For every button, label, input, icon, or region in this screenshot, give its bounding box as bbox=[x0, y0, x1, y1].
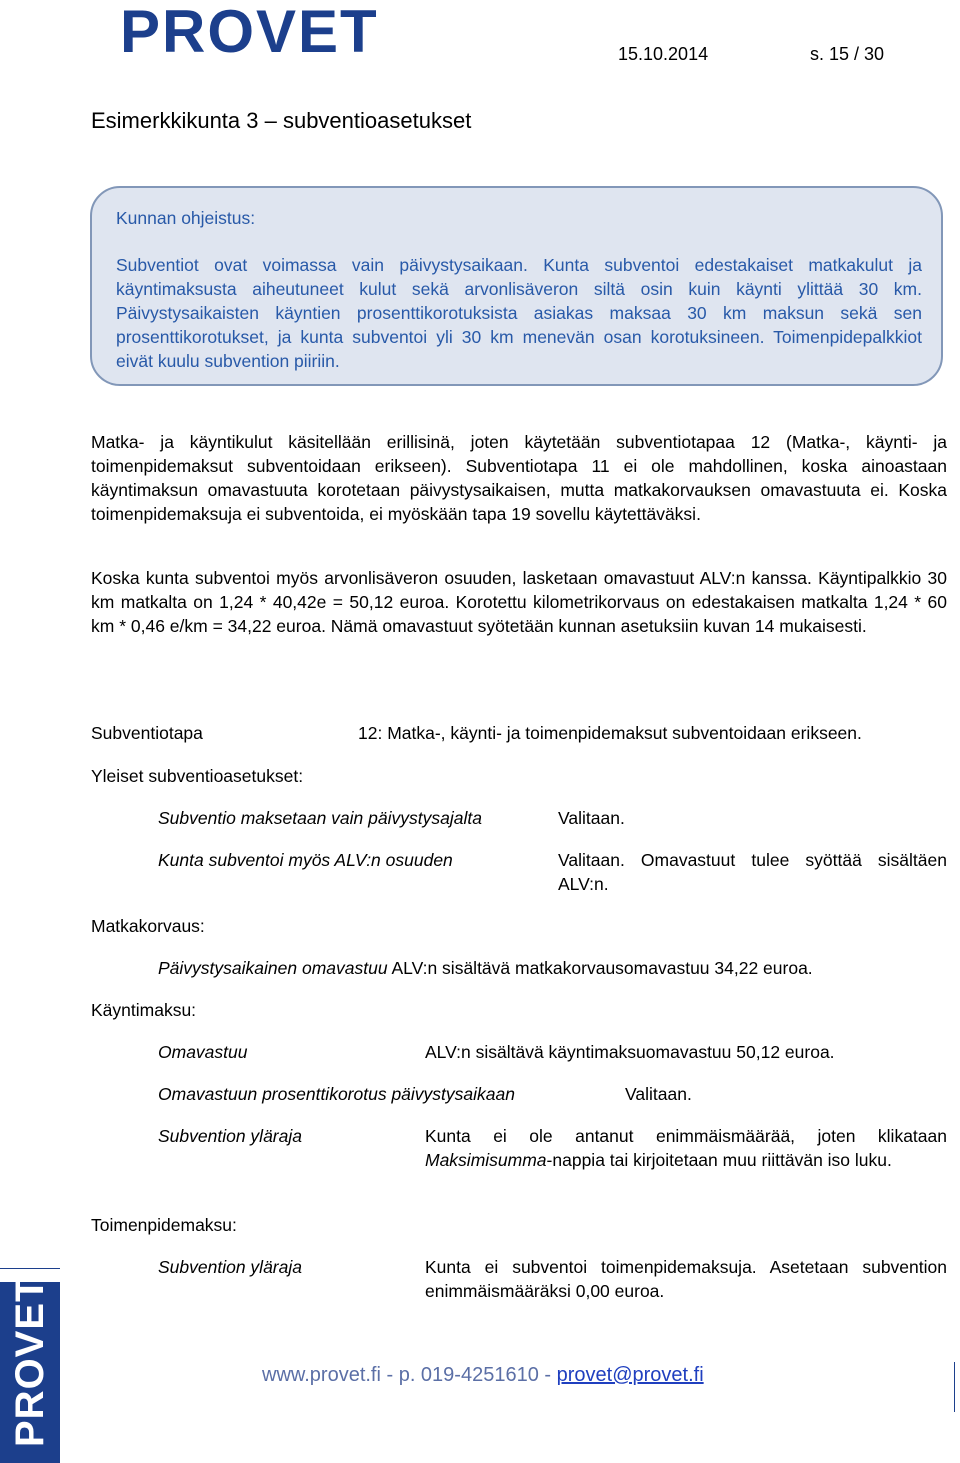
footer-email-link[interactable]: provet@provet.fi bbox=[556, 1364, 704, 1386]
visit-setting-3-value-a: Kunta ei ole antanut enimmäismäärää, joten klikataan bbox=[425, 1126, 947, 1146]
maksimisumma-term: Maksimisumma bbox=[425, 1150, 547, 1170]
visit-setting-1-label: Omavastuu bbox=[158, 1042, 248, 1062]
provet-logo: PROVET bbox=[120, 0, 379, 65]
general-setting-2-value: Valitaan. Omavastuut tulee syöttää sisältäen ALV:n. bbox=[558, 850, 947, 894]
subventiotapa-value: 12: Matka-, käynti- ja toimenpidemaksut subventoidaan erikseen. bbox=[358, 723, 862, 743]
page-title: Esimerkkikunta 3 – subventioasetukset bbox=[91, 108, 472, 133]
visit-setting-1-value: ALV:n sisältävä käyntimaksuomavastuu 50,12 euroa. bbox=[425, 1042, 835, 1062]
procedure-setting-1-value: Kunta ei subventoi toimenpidemaksuja. Asetetaan subvention enimmäismääräksi 0,00 euroa. bbox=[425, 1257, 947, 1301]
visit-setting-2-value: Valitaan. bbox=[625, 1084, 692, 1104]
footer-divider bbox=[0, 1268, 60, 1269]
paragraph-subsidy-method: Matka- ja käyntikulut käsitellään erillisinä, joten käytetään subventiotapaa 12 (Matka-, käynti- ja toimenpidemaksut subventoidaan erikseen). Subventiotapa 11 ei ole mahdollinen, koska ainoastaan käyntimaksun omavastuuta korotetaan päivystysaikaisen, mutta matkakorvauksen omavastuuta ei. Koska toimenpidemaksuja ei subventoida, ei myöskään tapa 19 sovellu käytettäväksi. bbox=[91, 432, 947, 524]
footer-contact bbox=[262, 1362, 704, 1388]
municipality-guidance-box bbox=[90, 186, 943, 386]
side-logo-text: PROVET bbox=[8, 1276, 52, 1447]
visit-setting-3-value bbox=[425, 1124, 947, 1172]
travel-setting-1 bbox=[158, 956, 813, 980]
page-number: s. 15 / 30 bbox=[810, 44, 885, 64]
general-setting-2-label: Kunta subventoi myös ALV:n osuuden bbox=[158, 850, 453, 870]
general-setting-1-value: Valitaan. bbox=[558, 808, 625, 828]
visit-setting-2-label: Omavastuun prosenttikorotus päivystysaikaan bbox=[158, 1084, 515, 1104]
travel-setting-1-label: Päivystysaikainen omavastuu bbox=[158, 958, 388, 978]
visit-setting-3-value-c: -nappia tai kirjoitetaan muu riittävän iso luku. bbox=[546, 1150, 892, 1170]
document-date: 15.10.2014 bbox=[618, 44, 709, 64]
procedure-fee-heading: Toimenpidemaksu: bbox=[91, 1215, 237, 1235]
procedure-setting-1-label: Subvention yläraja bbox=[158, 1257, 302, 1277]
visit-fee-heading: Käyntimaksu: bbox=[91, 1000, 197, 1020]
footer-right-rule bbox=[954, 1362, 955, 1412]
general-settings-heading: Yleiset subventioasetukset: bbox=[91, 766, 304, 786]
subventiotapa-label: Subventiotapa bbox=[91, 723, 203, 743]
visit-setting-3-label: Subvention yläraja bbox=[158, 1126, 302, 1146]
guidance-text: Subventiot ovat voimassa vain päivystysaikaan. Kunta subventoi edestakaiset matkakulut ja käyntimaksusta aiheutuneet kulut sekä arvonlisäveron siltä osin kuin käynti ylittää 30 km. Päivystysaikaisten käyntien prosenttikorotuksista asiakas maksaa 30 km maksun sekä sen prosenttikorotukset, ja kunta subventoi yli 30 km menevän osan korotuksineen. Toimenpidepalkkiot eivät kuulu subvention piiriin. bbox=[116, 255, 922, 371]
travel-heading: Matkakorvaus: bbox=[91, 916, 205, 936]
travel-setting-1-value: ALV:n sisältävä matkakorvausomavastuu 34,22 euroa. bbox=[391, 958, 813, 978]
side-logo bbox=[0, 1276, 60, 1463]
footer-text: www.provet.fi - p. 019-4251610 - bbox=[262, 1364, 557, 1386]
general-setting-1-label: Subventio maksetaan vain päivystysajalta bbox=[158, 808, 482, 828]
guidance-heading: Kunnan ohjeistus: bbox=[116, 208, 256, 228]
paragraph-vat-calculation: Koska kunta subventoi myös arvonlisäveron osuuden, lasketaan omavastuut ALV:n kanssa. Käyntipalkkio 30 km matkalta on 1,24 * 40,42e = 50,12 euroa. Korotettu kilometrikorvaus on edestakaisen matkalta 1,24 * 60 km * 0,46 e/km = 34,22 euroa. Nämä omavastuut syötetään kunnan asetuksiin kuvan 14 mukaisesti. bbox=[91, 568, 947, 636]
